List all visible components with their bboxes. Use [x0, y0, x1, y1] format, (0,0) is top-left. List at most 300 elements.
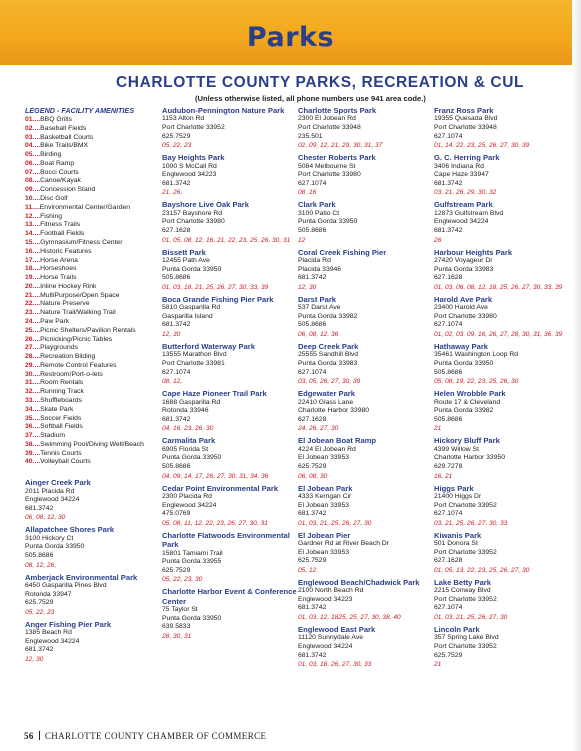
park-amenity-codes: 03, 21, 26, 29, 30, 32 [434, 189, 497, 197]
park-name: El Jobean Pier [298, 530, 351, 540]
legend-label: Canoe/Kayak [40, 177, 81, 185]
legend-label: BBQ Grills [40, 116, 72, 123]
park-phone: 681.3742 [298, 604, 327, 612]
park-address-line: Punta Gorda 33983 [434, 265, 494, 273]
park-amenity-codes: 06, 08, 12, 30 [25, 514, 66, 522]
legend-label: Concession Stand [40, 186, 96, 194]
park-entry [162, 484, 297, 528]
park-phone: 475.0769 [162, 510, 191, 518]
park-name: Harold Ave Park [434, 294, 493, 304]
legend-label: Picnic Shelters/Pavilion Rentals [40, 326, 136, 334]
park-name: Englewood East Park [298, 625, 376, 635]
park-amenity-codes: 03, 05, 26, 27, 30, 39 [298, 378, 361, 386]
park-phone: 681.3742 [434, 179, 463, 187]
park-phone: 625.7529 [434, 651, 463, 659]
park-phone: 627.1628 [298, 415, 327, 423]
park-name: Lincoln Park [434, 625, 480, 635]
legend-label: Baseball Fields [40, 124, 87, 132]
park-address-line: 21400 Higgs Dr [434, 492, 482, 500]
park-name: Audubon-Pennington Nature Park [162, 106, 285, 115]
park-list-column-4 [434, 106, 569, 672]
legend-label: Football Fields [40, 230, 85, 238]
park-address-line: Gardner Rd at River Beach Dr [298, 540, 390, 548]
legend-item [25, 239, 160, 248]
section-title: CHARLOTTE COUNTY PARKS, RECREATION & CUL [116, 74, 525, 91]
legend-item [25, 406, 160, 415]
legend-item [25, 248, 160, 257]
park-address-line: Gasparilla Island [162, 312, 213, 320]
legend-item [25, 423, 160, 432]
park-address-line: El Jobean 33953 [298, 454, 350, 462]
footer-divider [39, 731, 40, 740]
legend-code: 01.... [25, 116, 41, 123]
legend-label: Horse Arena [40, 256, 78, 264]
park-entry [434, 106, 569, 150]
legend-item [25, 221, 160, 230]
park-address-line: Punta Gorda 33950 [298, 218, 358, 226]
park-phone: 505.8686 [298, 321, 327, 329]
park-amenity-codes: 05, 22, 23 [25, 608, 55, 616]
park-address-line: Punta Gorda 33950 [162, 614, 222, 622]
legend-code: 35.... [25, 414, 41, 422]
legend-code: 34.... [25, 405, 41, 413]
legend-label: Fishing [40, 212, 63, 220]
legend-code: 16.... [25, 247, 41, 255]
legend-item [25, 415, 160, 424]
park-address-line: 22410 Glass Lane [298, 398, 354, 406]
park-address-line: 4224 El Jobean Rd [298, 445, 356, 453]
park-phone: 505.8686 [25, 552, 54, 560]
park-amenity-codes: 12, 30 [298, 283, 317, 291]
legend-code: 25.... [25, 326, 41, 334]
park-address-line: 2300 Placida Rd [162, 492, 212, 500]
park-amenity-codes: 08, 12, [162, 378, 183, 386]
park-address-line: Port Charlotte 33980 [434, 312, 497, 320]
park-phone: 681.3742 [25, 646, 54, 654]
park-address-line: Port Charlotte 33952 [434, 501, 497, 509]
park-address-line: Punta Gorda 33982 [298, 312, 358, 320]
section-note: (Unless otherwise listed, all phone numbers use 941 area code.) [195, 94, 426, 103]
legend-label: Historic Features [40, 247, 92, 255]
park-entry [298, 342, 433, 386]
column-1 [25, 106, 160, 667]
park-address-line: Port Charlotte 33952 [434, 548, 497, 556]
legend-item [25, 195, 160, 204]
park-address-line: El Jobean 33953 [298, 501, 350, 509]
park-address-line: Englewood 34224 [162, 501, 217, 509]
park-phone: 627.1628 [434, 557, 463, 565]
park-name: El Jobean Boat Ramp [298, 436, 377, 446]
park-amenity-codes: 01, 05, 08, 12, 16, 21, 22, 23, 25, 26, 30, 31 [162, 236, 291, 244]
legend-label: Swimming Pool/Diving Well/Beach [40, 440, 144, 448]
legend-label: Shuffleboards [40, 397, 82, 404]
park-address-line: Punta Gorda 33955 [162, 558, 222, 566]
legend-code: 31.... [25, 379, 41, 387]
park-amenity-codes: 05, 08, 19, 22, 23, 25, 26, 30 [434, 378, 519, 386]
park-address-line: 2011 Placida Rd [25, 487, 75, 495]
legend-code: 02.... [25, 124, 41, 132]
legend-item [25, 432, 160, 441]
park-amenity-codes: 03, 21, 25, 26, 27, 30, 33 [434, 519, 508, 527]
park-name: Hathaway Park [434, 341, 489, 351]
footer-org: CHARLOTTE COUNTY CHAMBER OF COMMERCE [44, 731, 267, 741]
legend-item [25, 379, 160, 388]
legend-item [25, 344, 160, 353]
park-phone: 627.1628 [434, 274, 463, 282]
legend-code: 09.... [25, 186, 41, 194]
legend-code: 21.... [25, 291, 41, 299]
legend-code: 17.... [25, 256, 41, 264]
park-amenity-codes: 08, 12, 26, [25, 561, 57, 569]
legend-item [25, 257, 160, 266]
park-address-line: 3100 Hickory Ct [25, 534, 74, 542]
legend-code: 12.... [25, 212, 41, 220]
park-address-line: Cape Haze 33947 [434, 171, 489, 179]
park-address-line: Charlotte Harbor 33950 [434, 454, 506, 462]
park-phone: 625.7529 [162, 566, 191, 574]
legend-code: 39.... [25, 449, 41, 457]
park-amenity-codes: 06, 08, 30 [298, 472, 328, 480]
legend-label: Horseshoes [40, 265, 77, 273]
park-phone: 681.3742 [298, 651, 327, 659]
park-name: Kiwanis Park [434, 530, 482, 540]
park-entry [298, 295, 433, 339]
legend-code: 28.... [25, 353, 41, 361]
park-amenity-codes: 12, 30 [25, 656, 44, 663]
park-address-line: 23157 Bayshore Rd [162, 209, 223, 217]
park-phone: 505.8686 [162, 274, 191, 282]
park-address-line: Englewood 34224 [434, 218, 489, 226]
park-name: Clark Park [298, 200, 336, 210]
park-amenity-codes: 01, 14, 22, 23, 25, 26, 27, 30, 39 [434, 142, 530, 150]
park-name: Hickory Bluff Park [434, 436, 500, 446]
park-phone: 639.5833 [162, 623, 191, 631]
park-entry [162, 153, 297, 197]
park-amenity-codes: 05, 08, 11, 12, 22, 23, 26, 27, 30, 31 [162, 519, 268, 527]
legend-code: 14.... [25, 230, 41, 238]
park-entry [25, 573, 160, 617]
park-amenity-codes: 01, 03, 18, 21, 25, 26, 27, 30, 33, 39 [162, 283, 269, 291]
park-entry [298, 625, 433, 669]
park-name: Darst Park [298, 294, 336, 304]
legend-label: Running Track [40, 388, 84, 396]
legend-label: Birding [40, 151, 62, 159]
legend-item [25, 213, 160, 222]
park-entry [25, 478, 160, 522]
legend-code: 32.... [25, 388, 41, 396]
legend-item [25, 441, 160, 450]
park-amenity-codes: 01, 05, 13, 22, 23, 25, 26, 27, 30 [434, 566, 530, 574]
legend-label: Nature Trail/Walking Trail [40, 309, 116, 317]
park-address-line: Punta Gorda 33983 [298, 359, 358, 367]
park-phone: 681.3742 [162, 321, 191, 329]
park-entry [298, 153, 433, 197]
page-edge-shadow [572, 0, 581, 751]
legend-item [25, 274, 160, 283]
park-address-line: 6450 Gasparilla Pines Blvd [25, 582, 107, 590]
legend-code: 30.... [25, 370, 41, 378]
legend-code: 27.... [25, 344, 41, 352]
legend-item [25, 283, 160, 292]
park-address-line: Charlotte Harbor 33980 [298, 407, 370, 415]
legend-item [25, 309, 160, 318]
park-address-line: Port Charlotte 33952 [162, 124, 225, 131]
legend-label: Soccer Fields [40, 414, 82, 422]
park-address-line: 4399 Willow St [434, 445, 479, 453]
park-name: Higgs Park [434, 483, 474, 493]
park-entry [298, 531, 433, 575]
legend-item [25, 134, 160, 143]
page-footer [24, 731, 266, 741]
park-name: Carmalita Park [162, 436, 216, 446]
legend-item [25, 450, 160, 459]
park-entry [162, 200, 297, 244]
park-name: Bayshore Live Oak Park [162, 200, 249, 210]
park-entry [434, 531, 569, 575]
park-entry [162, 248, 297, 292]
park-address-line: Port Charlotte 33948 [298, 124, 361, 131]
legend-item [25, 362, 160, 371]
park-amenity-codes: 01, 03, 12, 1825, 25, 27, 30, 38, 40 [298, 614, 401, 622]
park-amenity-codes: 06, 08, 12, 36 [298, 330, 339, 338]
park-name: Edgewater Park [298, 389, 355, 399]
park-name: Allapatchee Shores Park [25, 525, 115, 535]
legend-code: 15.... [25, 238, 41, 246]
legend-code: 20.... [25, 282, 41, 290]
park-address-line: 27420 Voyageur Dr [434, 256, 493, 264]
legend-item [25, 371, 160, 380]
park-name: Helen Wrobble Park [434, 389, 506, 399]
park-name: Harbour Heights Park [434, 247, 513, 257]
legend-item [25, 300, 160, 309]
park-phone: 627.1074 [434, 132, 463, 140]
park-entry [298, 106, 433, 150]
park-address-line: 25555 Sandhill Blvd [298, 351, 359, 359]
legend-item [25, 151, 160, 160]
park-address-line: Port Charlotte 33980 [298, 171, 361, 179]
park-amenity-codes: 28, 30, 31 [162, 632, 192, 640]
legend-code: 08.... [25, 177, 41, 185]
park-entry [298, 248, 433, 292]
legend-item [25, 265, 160, 274]
legend-label: MultiPurpose/Open Space [40, 291, 120, 299]
park-phone: 505.8686 [434, 368, 463, 376]
legend-label: Fitness Trails [40, 221, 81, 229]
park-entry [162, 531, 297, 585]
park-phone: 627.1074 [298, 179, 327, 187]
legend-label: Bike Trails/BMX [40, 142, 89, 150]
park-amenity-codes: 08, 16 [298, 189, 317, 197]
legend-label: Skate Park [40, 405, 74, 413]
legend-code: 26.... [25, 335, 41, 343]
park-address-line: Punta Gorda 33950 [25, 543, 85, 551]
park-address-line: 1153 Alton Rd [162, 115, 205, 123]
legend-label: Nature Preserve [40, 300, 90, 308]
park-amenity-codes: 21 [434, 661, 442, 669]
legend-code: 36.... [25, 423, 41, 431]
legend-label: Environmental Center/Garden [39, 203, 131, 211]
park-address-line: 2100 North Beach Rd [298, 587, 364, 595]
legend-label: Picnicking/Picnic Tables [40, 335, 113, 343]
park-name: Chester Roberts Park [298, 153, 376, 163]
legend-label: Disc Golf [40, 195, 68, 203]
park-address-line: 13555 Marathon Blvd [162, 351, 227, 359]
park-name: Charlotte Flatwoods Environmental Park [162, 530, 290, 550]
legend-label: Basketball Courts [40, 133, 94, 141]
park-entry [434, 436, 569, 480]
park-address-line: Englewood 34223 [162, 171, 217, 179]
header-banner [0, 0, 581, 68]
park-entry [434, 484, 569, 528]
page-title: Parks [246, 22, 335, 53]
park-address-line: 1000 S McCall Rd [162, 162, 217, 170]
park-phone: 625.7529 [298, 462, 327, 470]
legend-label: Recreation Bilding [40, 353, 96, 361]
park-amenity-codes: 01, 03, 21, 25, 26, 27, 30 [434, 614, 508, 622]
park-address-line: 2300 El Jobean Rd [298, 115, 356, 123]
legend-code: 29.... [25, 361, 41, 369]
park-address-line: Punta Gorda 33950 [162, 265, 222, 273]
legend-code: 19.... [25, 274, 41, 282]
park-name: Charlotte Sports Park [298, 106, 377, 115]
legend-item [25, 160, 160, 169]
park-amenity-codes: 05, 12 [298, 566, 317, 574]
park-address-line: 1385 Beach Rd [25, 629, 72, 637]
park-name: Cedar Point Environmental Park [162, 483, 279, 493]
legend-label: Boat Ramp [40, 159, 75, 167]
park-phone: 627.1074 [434, 510, 463, 518]
park-name: Ainger Creek Park [25, 478, 91, 488]
park-amenity-codes: 21 [434, 425, 442, 433]
park-name: Englewood Beach/Chadwick Park [298, 577, 420, 587]
legend-item [25, 125, 160, 134]
legend-label: Bocci Courts [40, 168, 79, 176]
legend-title: LEGEND - FACILITY AMENITIES [25, 106, 135, 115]
legend-code: 38.... [25, 440, 41, 448]
park-entry [298, 200, 433, 244]
park-address-line: 1688 Gasparilla Rd [162, 398, 221, 406]
park-phone: 627.1074 [434, 321, 463, 329]
park-entry [25, 620, 160, 664]
park-list-column-1 [25, 478, 160, 664]
park-entry [434, 625, 569, 669]
park-phone: 629.7278 [434, 462, 463, 470]
legend-code: 06.... [25, 159, 41, 167]
park-address-line: 3100 Patio Ct [298, 209, 340, 217]
park-entry [434, 389, 569, 433]
park-address-line: 5084 Melbourne St [298, 162, 356, 170]
park-phone: 627.1628 [162, 226, 191, 234]
park-name: Boca Grande Fishing Pier Park [162, 294, 274, 304]
legend-label: Softball Fields [40, 423, 83, 431]
legend-code: 37.... [25, 432, 41, 440]
park-address-line: Route 17 & Cleveland [434, 398, 501, 406]
park-address-line: 35461 Washington Loop Rd [434, 351, 519, 359]
park-name: Lake Betty Park [434, 577, 491, 587]
park-phone: 625.7529 [162, 132, 191, 140]
legend-code: 22.... [25, 300, 41, 308]
park-phone: 681.3742 [298, 274, 327, 282]
park-address-line: Port Charlotte 33948 [434, 124, 497, 131]
legend-item [25, 397, 160, 406]
park-name: G. C. Herring Park [434, 153, 500, 163]
park-phone: 681.3742 [298, 510, 327, 518]
park-address-line: 6905 Florida St [162, 445, 209, 453]
park-address-line: Port Charlotte 33980 [162, 218, 225, 226]
page-number: 56 [24, 731, 34, 741]
legend-code: 04.... [25, 142, 41, 150]
park-name: Deep Creek Park [298, 341, 359, 351]
park-address-line: 12455 Path Ave [162, 256, 210, 264]
park-entry [434, 248, 569, 292]
park-name: Franz Ross Park [434, 106, 494, 115]
park-address-line: Port Charlotte 33952 [434, 643, 497, 651]
legend-label: Restroom/Port-o-lets [40, 370, 103, 378]
park-address-line: Englewood 34223 [298, 595, 353, 603]
legend-list [25, 116, 160, 467]
park-amenity-codes: 02, 09, 12, 21, 29, 30, 31, 37 [298, 142, 383, 150]
park-address-line: 15801 Tamiami Trail [162, 549, 223, 557]
legend-item [25, 177, 160, 186]
park-phone: 627.1074 [434, 604, 463, 612]
legend-code: 13.... [25, 221, 41, 229]
park-name: El Jobean Park [298, 483, 353, 493]
park-phone: 627.1074 [162, 368, 191, 376]
legend-item [25, 327, 160, 336]
park-entry [162, 295, 297, 339]
park-entry [298, 389, 433, 433]
park-name: Cape Haze Pioneer Trail Park [162, 389, 267, 399]
legend-label: Remote Control Features [40, 361, 117, 369]
park-entry [25, 525, 160, 569]
park-address-line: Port Charlotte 33981 [162, 359, 225, 367]
park-amenity-codes: 24, 26, 27, 30 [298, 425, 339, 433]
legend-item [25, 116, 160, 125]
park-name: Bissett Park [162, 247, 206, 257]
park-address-line: Rotonda 33946 [162, 407, 209, 415]
legend-label: Playgrounds [40, 344, 78, 352]
legend-label: Stadium [40, 432, 66, 440]
legend-item [25, 292, 160, 301]
legend-label: Gymnasium/Fitness Center [40, 238, 123, 246]
park-entry [434, 200, 569, 244]
legend-label: Tennis Courts [40, 449, 82, 457]
park-address-line: 2215 Conway Blvd [434, 587, 491, 595]
park-amenity-codes: 05, 22, 23 [162, 142, 192, 150]
legend-code: 05.... [25, 151, 41, 159]
legend-label: Volleyball Courts [40, 458, 91, 466]
park-address-line: 537 Darst Ave [298, 304, 341, 312]
park-list-column-2 [162, 106, 297, 644]
park-phone: 681.3742 [434, 226, 463, 234]
legend-code: 40.... [25, 458, 41, 466]
park-address-line: 3406 Indiana Rd [434, 162, 484, 170]
park-entry [434, 342, 569, 386]
park-address-line: 23400 Harold Ave [434, 304, 488, 312]
park-address-line: Englewood 34224 [25, 637, 80, 645]
legend-code: 24.... [25, 317, 41, 325]
park-address-line: El Jobean 33953 [298, 548, 350, 556]
park-entry [162, 587, 297, 641]
park-name: Charlotte Harbor Event & Conference Center [162, 587, 297, 606]
park-address-line: Englewood 34224 [25, 496, 80, 504]
park-phone: 235.501 [298, 132, 323, 140]
park-name: Bay Heights Park [162, 153, 225, 163]
park-amenity-codes: 01, 02, 03, 09, 16, 26, 27, 28, 30, 31, 36, 39 [434, 330, 563, 338]
legend-code: 33.... [25, 397, 41, 404]
park-entry [162, 106, 297, 150]
legend-item [25, 388, 160, 397]
